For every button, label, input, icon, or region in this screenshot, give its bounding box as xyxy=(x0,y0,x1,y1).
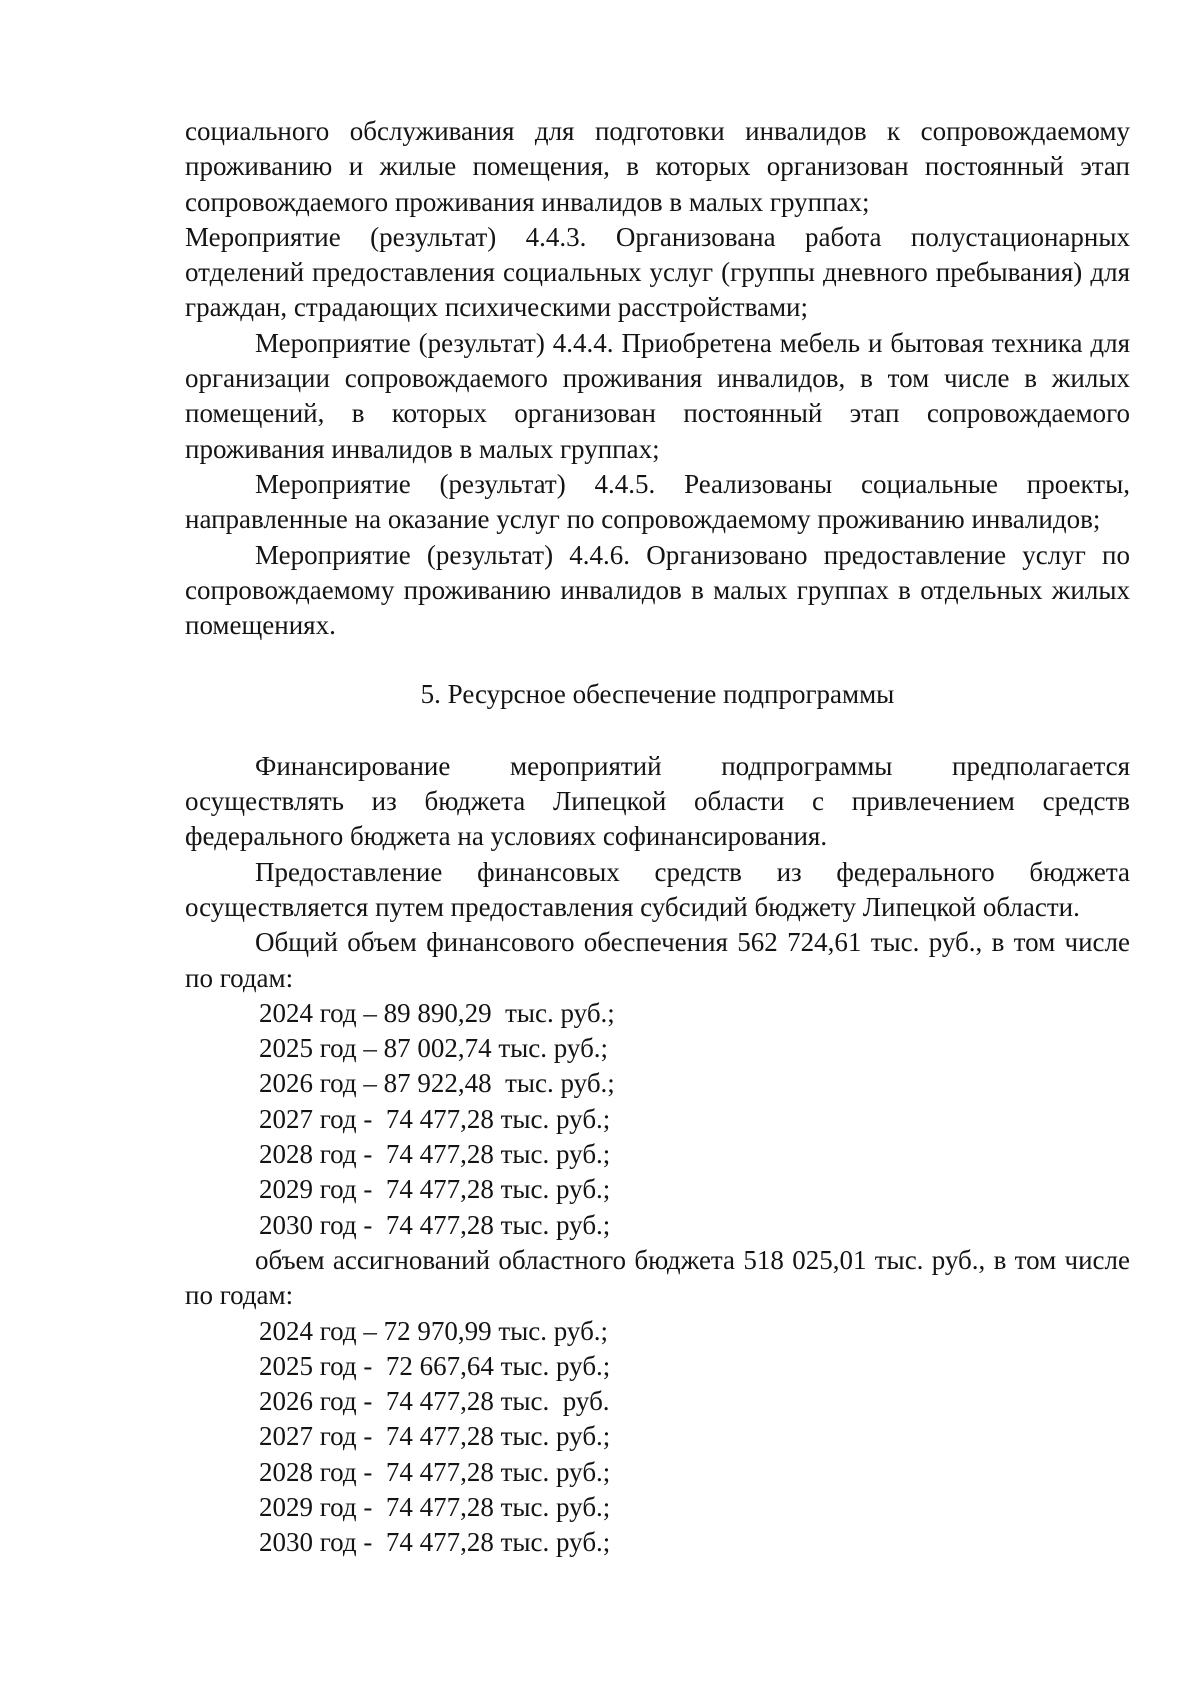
list-item: 2030 год - 74 477,28 тыс. руб.; xyxy=(259,1527,611,1558)
total-by-year-list xyxy=(185,996,1130,1243)
paragraph-measure-4-4-6: Мероприятие (результат) 4.4.6. Организовано предоставление услуг по сопровождаемому проживанию инвалидов в малых группах в отдельных жилых помещениях. xyxy=(185,539,1130,641)
list-item: 2025 год – 87 002,74 тыс. руб.; xyxy=(259,1033,609,1064)
paragraph-continuation: социального обслуживания для подготовки инвалидов к сопровождаемому проживанию и жилые помещения, в которых организован постоянный этап сопровождаемого проживания инвалидов в малых группах; xyxy=(185,116,1130,217)
list-item: 2026 год – 87 922,48 тыс. руб.; xyxy=(259,1068,615,1099)
list-item: 2030 год - 74 477,28 тыс. руб.; xyxy=(259,1209,611,1240)
paragraph-total-volume: Общий объем финансового обеспечения 562 724,61 тыс. руб., в том числе по годам: xyxy=(185,927,1130,993)
list-item: 2029 год - 74 477,28 тыс. руб.; xyxy=(259,1491,611,1522)
section-heading: 5. Ресурсное обеспечение подпрограммы xyxy=(420,679,895,710)
list-item: 2027 год - 74 477,28 тыс. руб.; xyxy=(259,1421,611,1452)
list-item: 2029 год - 74 477,28 тыс. руб.; xyxy=(259,1174,611,1205)
list-item: 2027 год - 74 477,28 тыс. руб.; xyxy=(259,1103,611,1134)
paragraph-financing: Финансирование мероприятий подпрограммы предполагается осуществлять из бюджета Липецкой области с привлечением средств федерального бюджета на условиях софинансирования. xyxy=(185,750,1130,852)
list-item: 2025 год - 72 667,64 тыс. руб.; xyxy=(259,1350,611,1381)
document-page xyxy=(185,114,1130,1561)
list-item: 2024 год – 89 890,29 тыс. руб.; xyxy=(259,997,615,1028)
paragraph-measure-4-4-4: Мероприятие (результат) 4.4.4. Приобретена мебель и бытовая техника для организации сопровождаемого проживания инвалидов, в том числе в жилых помещений, в которых организован постоянный этап сопровождаемого проживания инвалидов в малых группах; xyxy=(185,327,1130,464)
list-item: 2028 год - 74 477,28 тыс. руб.; xyxy=(259,1139,611,1170)
regional-by-year-list xyxy=(185,1314,1130,1561)
list-item: 2028 год - 74 477,28 тыс. руб.; xyxy=(259,1456,611,1487)
list-item: 2026 год - 74 477,28 тыс. руб. xyxy=(259,1386,610,1417)
list-item: 2024 год – 72 970,99 тыс. руб.; xyxy=(259,1315,609,1346)
paragraph-measure-4-4-5: Мероприятие (результат) 4.4.5. Реализованы социальные проекты, направленные на оказание услуг по сопровождаемому проживанию инвалидов; xyxy=(185,468,1130,535)
paragraph-measure-4-4-3: Мероприятие (результат) 4.4.3. Организована работа полустационарных отделений предоставления социальных услуг (группы дневного пребывания) для граждан, страдающих психическими расстройствами; xyxy=(185,221,1130,323)
paragraph-regional-budget: объем ассигнований областного бюджета 518 025,01 тыс. руб., в том числе по годам: xyxy=(185,1244,1130,1311)
paragraph-federal-funds: Предоставление финансовых средств из федерального бюджета осуществляется путем предоставления субсидий бюджету Липецкой области. xyxy=(185,856,1130,922)
